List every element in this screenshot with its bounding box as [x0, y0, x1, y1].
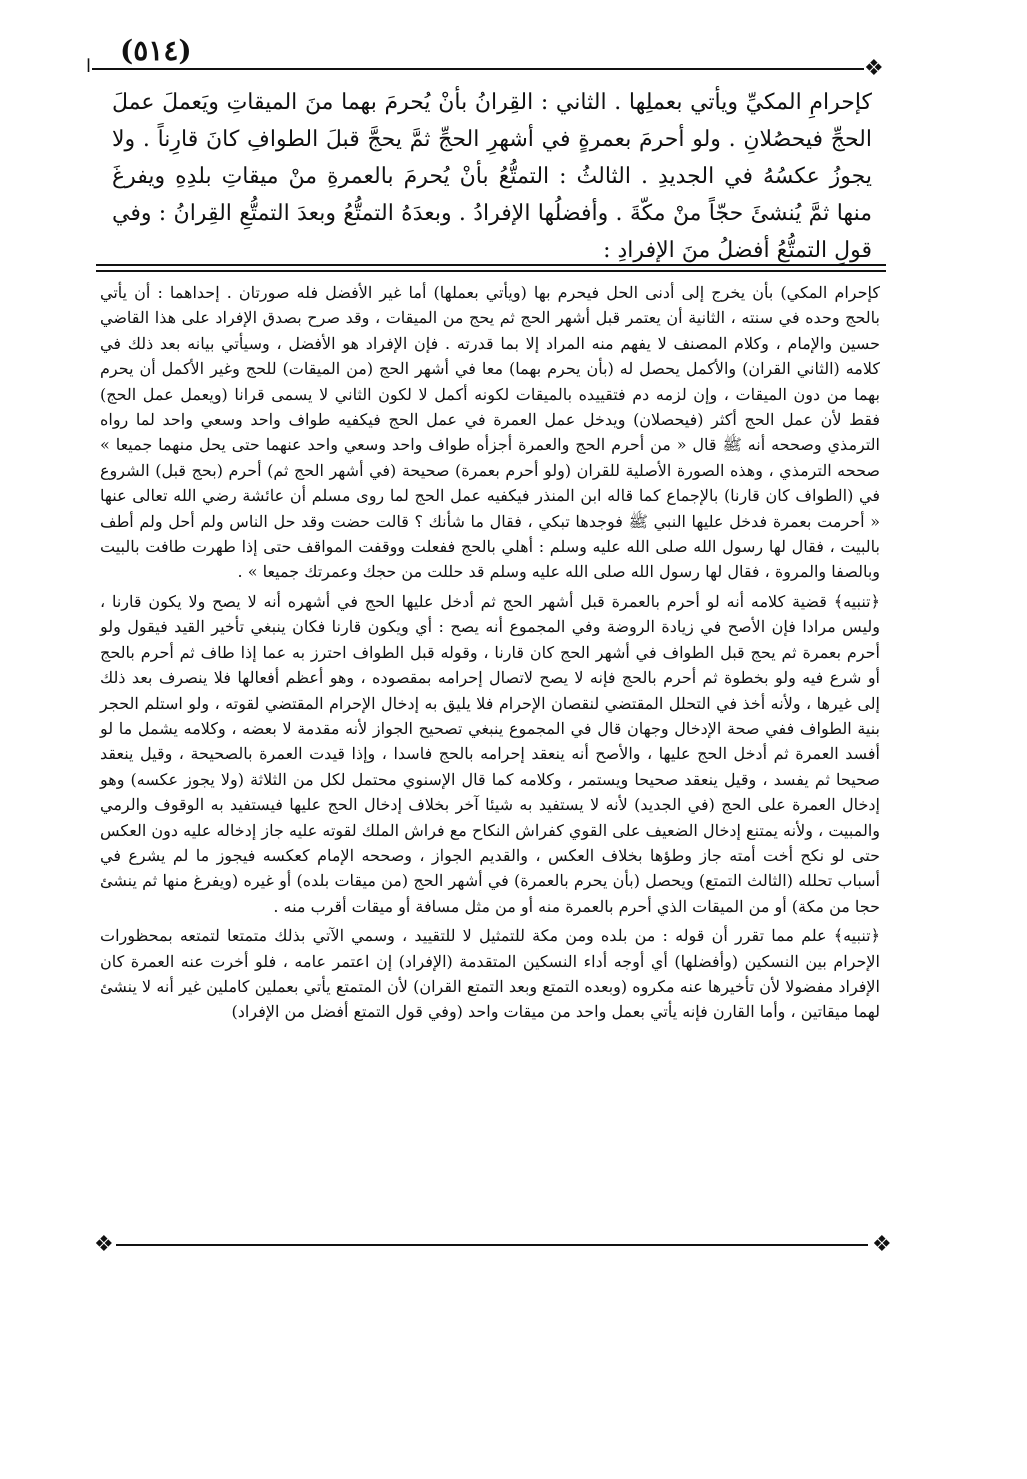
- main-text-block: [112, 84, 872, 269]
- separator-rule: [96, 264, 886, 266]
- page-number: (٥١٤): [120, 34, 192, 67]
- bottom-rule: [116, 1244, 868, 1246]
- margin-mark: ا: [86, 56, 92, 77]
- commentary-paragraph: كإحرام المكي) بأن يخرج إلى أدنى الحل فيحرم بها (ويأتي بعملها) أما غير الأفضل فله صورتان . إحداهما : أن يأتي بالحج وحده في سنته ، الثانية أن يعتمر قبل أشهر الحج ثم يحج من الميقات ، وقد صرح بصدق الإفراد على هذا القاضي حسين والإمام ، وكلام المصنف لا يفهم منه المراد إلا بما قدرته . فإن الإفراد هو الأفضل ، وسيأتي بيانه بعد ذلك في كلامه (الثاني القران) والأكمل يحصل له (بأن يحرم بهما) معا في أشهر الحج (من الميقات) للحج وغير الأكمل أن يحرم بهما من دون الميقات ، وإن لزمه دم فتقييده بالميقات لكونه أكمل لا لكون الثاني لا يسمى قرانا (ويعمل عمل الحج) فقط لأن عمل الحج أكثر (فيحصلان) ويدخل عمل العمرة في عمل الحج فيكفيه طواف واحد وسعي واحد لما رواه الترمذي وصححه أنه ﷺ قال « من أحرم الحج والعمرة أجزأه طواف واحد وسعي واحد عنهما حتى يحل منهما جميعا » صححه الترمذي ، وهذه الصورة الأصلية للقران (ولو أحرم بعمرة) صحيحة (في أشهر الحج ثم) أحرم (بحج قبل) الشروع في (الطواف كان قارنا) بالإجماع كما قاله ابن المنذر فيكفيه عمل الحج لما روى مسلم أن عائشة رضي الله تعالى عنها « أحرمت بعمرة فدخل عليها النبي ﷺ فوجدها تبكي ، فقال ما شأنك ؟ قالت حضت وقد حل الناس ولم أحل ولم أطف بالبيت ، فقال لها رسول الله صلى الله عليه وسلم : أهلي بالحج ففعلت ووقفت المواقف حتى إذا طهرت طافت بالبيت وبالصفا والمروة ، فقال لها رسول الله صلى الله عليه وسلم قد حللت من حجك وعمرتك جميعا » .: [100, 283, 881, 582]
- corner-ornament-icon: ❖: [864, 56, 884, 81]
- corner-ornament-icon: ❖: [94, 1232, 114, 1257]
- corner-ornament-icon: ❖: [872, 1232, 892, 1257]
- commentary-paragraph: ﴿تنبيه﴾ قضية كلامه أنه لو أحرم بالعمرة قبل أشهر الحج ثم أدخل عليها الحج في أشهره أنه لا يصح ولا يكون قارنا ، وليس مرادا فإن الأصح في زيادة الروضة وفي المجموع أنه يصح : أي ويكون قارنا فكان ينبغي تأخير القيد فيقول ولو أحرم بعمرة ثم يحج قبل الطواف في أشهر الحج كان قارنا ، وقوله قبل الطواف احترز به عما إذا طاف ثم أحرم بالحج أو شرع فيه ولو بخطوة ثم أحرم بالحج فإنه لا يصح لاتصال إحرامه بمقصوده ، وهو أعظم أفعالها فلا ينصرف بعد ذلك إلى غيرها ، ولأنه أخذ في التحلل المقتضي لنقصان الإحرام فلا يليق به إدخال الإحرام المقتضي لقوته ، ولو استلم الحجر بنية الطواف ففي صحة الإدخال وجهان قال في المجموع ينبغي تصحيح الجواز لأنه مقدمة لا بعضه ، وكلامه يشمل ما لو أفسد العمرة ثم أدخل الحج عليها ، والأصح أنه ينعقد إحرامه بالحج فاسدا ، وإذا قيدت العمرة بالصحيحة ، وقيل ينعقد صحيحا ثم يفسد ، وقيل ينعقد صحيحا ويستمر ، وكلامه كما قال الإسنوي محتمل لكل من الثلاثة (ولا يجوز عكسه) وهو إدخال العمرة على الحج (في الجديد) لأنه لا يستفيد به شيئا آخر بخلاف إدخال الحج عليها فيستفيد به الوقوف والرمي والمبيت ، ولأنه يمتنع إدخال الضعيف على القوي كفراش النكاح مع فراش الملك لقوته عليه جاز إدخاله عليه دون العكس حتى لو نكح أخت أمته جاز وطؤها بخلاف العكس ، والقديم الجواز ، وصححه الإمام كعكسه فيجوز ما لم يشرع في أسباب تحلله (الثالث التمتع) ويحصل (بأن يحرم بالعمرة) في أشهر الحج (من ميقات بلده) أو غيره (ويفرغ منها ثم ينشئ حجا من مكة) أو من الميقات الذي أحرم بالعمرة منه أو من مثل مسافة أو ميقات أقرب منه .: [100, 591, 881, 916]
- commentary-block: [100, 280, 880, 1029]
- commentary-paragraph: ﴿تنبيه﴾ علم مما تقرر أن قوله : من بلده ومن مكة للتمثيل لا للتقييد ، وسمي الآتي بذلك متمتعا لتمتعه بمحظورات الإحرام بين النسكين (وأفضلها) أي أوجه أداء النسكين المتقدمة (الإفراد) إن اعتمر عامه ، فلو أخرت عنه العمرة كان الإفراد مفضولا لأن تأخيرها عنه مكروه (وبعده التمتع وبعد التمتع القران) لأن المتمتع يأتي بعملين كاملين غير أنه لا ينشئ لهما ميقاتين ، وأما القارن فإنه يأتي بعمل واحد من ميقات واحد (وفي قول التمتع أفضل من الإفراد): [100, 926, 881, 1022]
- top-rule: [92, 68, 864, 70]
- main-text-paragraph: كإحرامِ المكيِّ ويأتي بعملِها . الثاني : القِرانُ بأنْ يُحرمَ بهما منَ الميقاتِ ويَعملَ عملَ الحجِّ فيحصُلانِ . ولو أحرمَ بعمرةٍ في أشهرِ الحجِّ ثمَّ يحجَّ قبلَ الطوافِ كانَ قارِناً . ولا يجوزُ عكسُهُ في الجديدِ . الثالثُ : التمتُّعُ بأنْ يُحرمَ بالعمرةِ منْ ميقاتِ بلدِهِ ويفرغَ منها ثمَّ يُنشئَ حجّاً منْ مكّةَ . وأفضلُها الإفرادُ . وبعدَهُ التمتُّعُ وبعدَ التمتُّعِ القِرانُ : وفي قولِ التمتُّعُ أفضلُ منَ الإفرادِ :: [112, 90, 872, 263]
- separator-rule: [96, 270, 886, 272]
